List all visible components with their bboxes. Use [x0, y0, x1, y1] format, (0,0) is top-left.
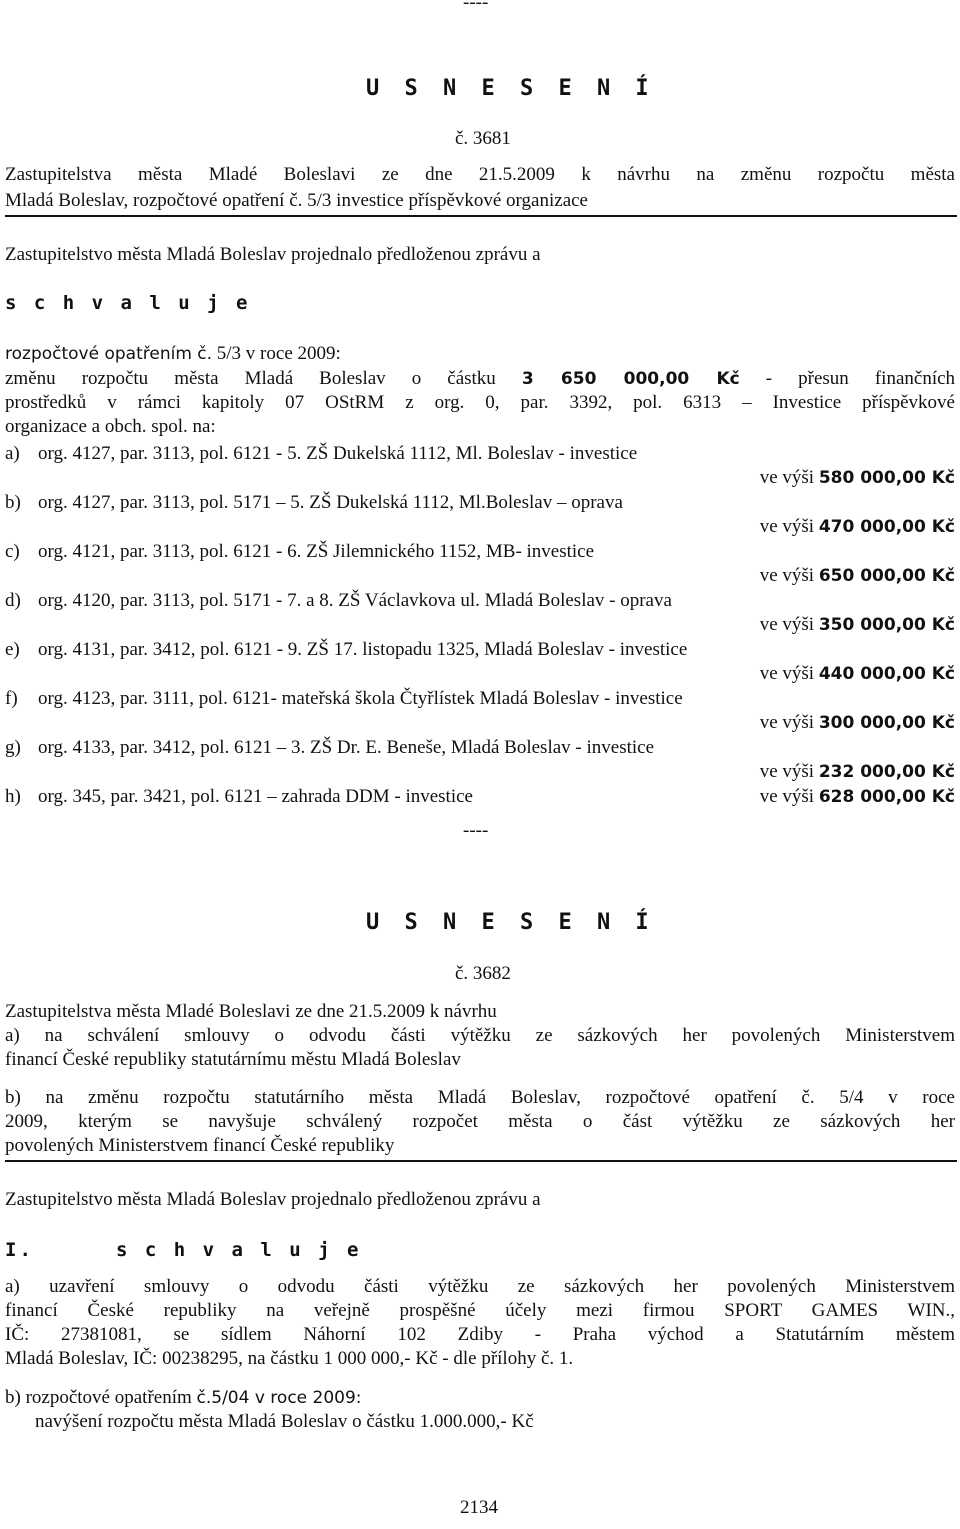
amount-prefix: ve výši [759, 467, 815, 488]
proposal-b-line: povolených Ministerstvem financí České republiky [5, 1135, 395, 1156]
item-letter: c) [5, 541, 20, 562]
approves-heading: s c h v a l u j e [5, 292, 251, 314]
resolution-number: č. 3682 [455, 963, 511, 984]
budget-item-row [5, 688, 683, 710]
item-amount [760, 565, 955, 587]
item-amount [760, 663, 955, 685]
item-letter: b) [5, 492, 21, 513]
item-amount [760, 761, 955, 783]
proposal-b-line: b) na změnu rozpočtu statutárního města Mladá Boleslav, rozpočtové opatření č. 5/4 v roce [5, 1087, 955, 1108]
item-amount [760, 614, 955, 636]
item-letter: f) [5, 688, 18, 709]
end-separator: ---- [463, 820, 489, 841]
item-text: org. 4123, par. 3111, pol. 6121- mateřská škola Čtyřlístek Mladá Boleslav - investice [38, 688, 683, 709]
approved-b-line: b) rozpočtové opatřením č.5/04 v roce 2009: [5, 1387, 362, 1408]
amount-prefix: ve výši [759, 786, 815, 807]
item-text: org. 4120, par. 3113, pol. 5171 - 7. a 8. ZŠ Václavkova ul. Mladá Boleslav - oprava [38, 590, 672, 611]
item-letter: a) [5, 443, 20, 464]
resolution-header-line: Zastupitelstva města Mladé Boleslavi ze dne 21.5.2009 k návrhu na změnu rozpočtu města [5, 164, 955, 185]
budget-item-row [5, 639, 687, 661]
item-letter: g) [5, 737, 21, 758]
resolution-title: U S N E S E N Í [366, 910, 655, 935]
page-number: 2134 [460, 1497, 498, 1518]
approved-a-line: Mladá Boleslav, IČ: 00238295, na částku 1 000 000,- Kč - dle přílohy č. 1. [5, 1348, 574, 1369]
item-text: org. 4121, par. 3113, pol. 6121 - 6. ZŠ Jilemnického 1152, MB- investice [38, 541, 595, 562]
approves-heading: s c h v a l u j e [116, 1239, 362, 1261]
budget-item-row [5, 737, 654, 759]
resolution-header-line: Mladá Boleslav, rozpočtové opatření č. 5/3 investice příspěvkové organizace [5, 190, 588, 211]
amount-value: 580 000,00 Kč [818, 468, 955, 488]
amount-value: 440 000,00 Kč [818, 664, 955, 684]
section-label: I. [5, 1239, 34, 1261]
item-text: org. 345, par. 3421, pol. 6121 – zahrada DDM - investice [38, 786, 473, 807]
amount-value: 232 000,00 Kč [818, 762, 955, 782]
item-amount [760, 712, 955, 734]
budget-change-line: změnu rozpočtu města Mladá Boleslav o částku 3 650 000,00 Kč - přesun finančních [5, 368, 956, 389]
item-letter: e) [5, 639, 20, 660]
budget-item-row [5, 590, 672, 612]
budget-item-row [5, 786, 473, 808]
resolution-header-line: Zastupitelstva města Mladé Boleslavi ze dne 21.5.2009 k návrhu [5, 1001, 497, 1022]
proposal-a-line: financí České republiky statutárnímu městu Mladá Boleslav [5, 1049, 461, 1070]
council-intro: Zastupitelstvo města Mladá Boleslav projednalo předloženou zprávu a [5, 1189, 541, 1210]
item-text: org. 4133, par. 3412, pol. 6121 – 3. ZŠ Dr. E. Beneše, Mladá Boleslav - investice [38, 737, 655, 758]
resolution-number: č. 3681 [455, 128, 511, 149]
header-rule [5, 1160, 957, 1162]
amount-prefix: ve výši [759, 761, 815, 782]
approved-b-line: navýšení rozpočtu města Mladá Boleslav o částku 1.000.000,- Kč [35, 1411, 534, 1432]
amount-prefix: ve výši [759, 614, 815, 635]
amount-value: 650 000,00 Kč [818, 566, 955, 586]
approved-a-line: IČ: 27381081, se sídlem Náhorní 102 Zdiby - Praha východ a Statutárním městem [5, 1324, 955, 1345]
council-intro: Zastupitelstvo města Mladá Boleslav projednalo předloženou zprávu a [5, 244, 541, 265]
budget-text-line: prostředků v rámci kapitoly 07 OStRM z org. 0, par. 3392, pol. 6313 – Investice příspěvkové [5, 392, 955, 413]
amount-prefix: ve výši [759, 712, 815, 733]
approved-a-line: financí České republiky na veřejně prospěšné účely mezi firmou SPORT GAMES WIN., [5, 1300, 955, 1321]
budget-item-row [5, 541, 594, 563]
amount-prefix: ve výši [759, 565, 815, 586]
budget-text-line: organizace a obch. spol. na: [5, 416, 216, 437]
proposal-a-line: a) na schválení smlouvy o odvodu části výtěžku ze sázkových her povolených Ministerstvem [5, 1025, 955, 1046]
top-separator: ---- [463, 0, 489, 13]
amount-value: 628 000,00 Kč [818, 787, 955, 807]
item-amount [760, 467, 955, 489]
budget-measure-line: rozpočtové opatřením č. 5/3 v roce 2009: [5, 343, 341, 364]
item-amount [760, 516, 955, 538]
amount-value: 350 000,00 Kč [818, 615, 955, 635]
item-text: org. 4127, par. 3113, pol. 6121 - 5. ZŠ Dukelská 1112, Ml. Boleslav - investice [38, 443, 638, 464]
item-text: org. 4127, par. 3113, pol. 5171 – 5. ZŠ Dukelská 1112, Ml.Boleslav – oprava [38, 492, 623, 513]
resolution-title: U S N E S E N Í [366, 76, 655, 101]
amount-prefix: ve výši [759, 516, 815, 537]
approved-a-line: a) uzavření smlouvy o odvodu části výtěžku ze sázkových her povolených Ministerstvem [5, 1276, 955, 1297]
amount-value: 300 000,00 Kč [818, 713, 955, 733]
item-letter: h) [5, 786, 21, 807]
item-text: org. 4131, par. 3412, pol. 6121 - 9. ZŠ 17. listopadu 1325, Mladá Boleslav - investice [38, 639, 688, 660]
proposal-b-line: 2009, kterým se navyšuje schválený rozpočet města o část výtěžku ze sázkových her [5, 1111, 955, 1132]
amount-value: 470 000,00 Kč [818, 517, 955, 537]
budget-item-row [5, 492, 623, 514]
item-amount [760, 786, 955, 808]
item-letter: d) [5, 590, 21, 611]
budget-item-row [5, 443, 637, 465]
amount-prefix: ve výši [759, 663, 815, 684]
header-rule [5, 215, 957, 217]
